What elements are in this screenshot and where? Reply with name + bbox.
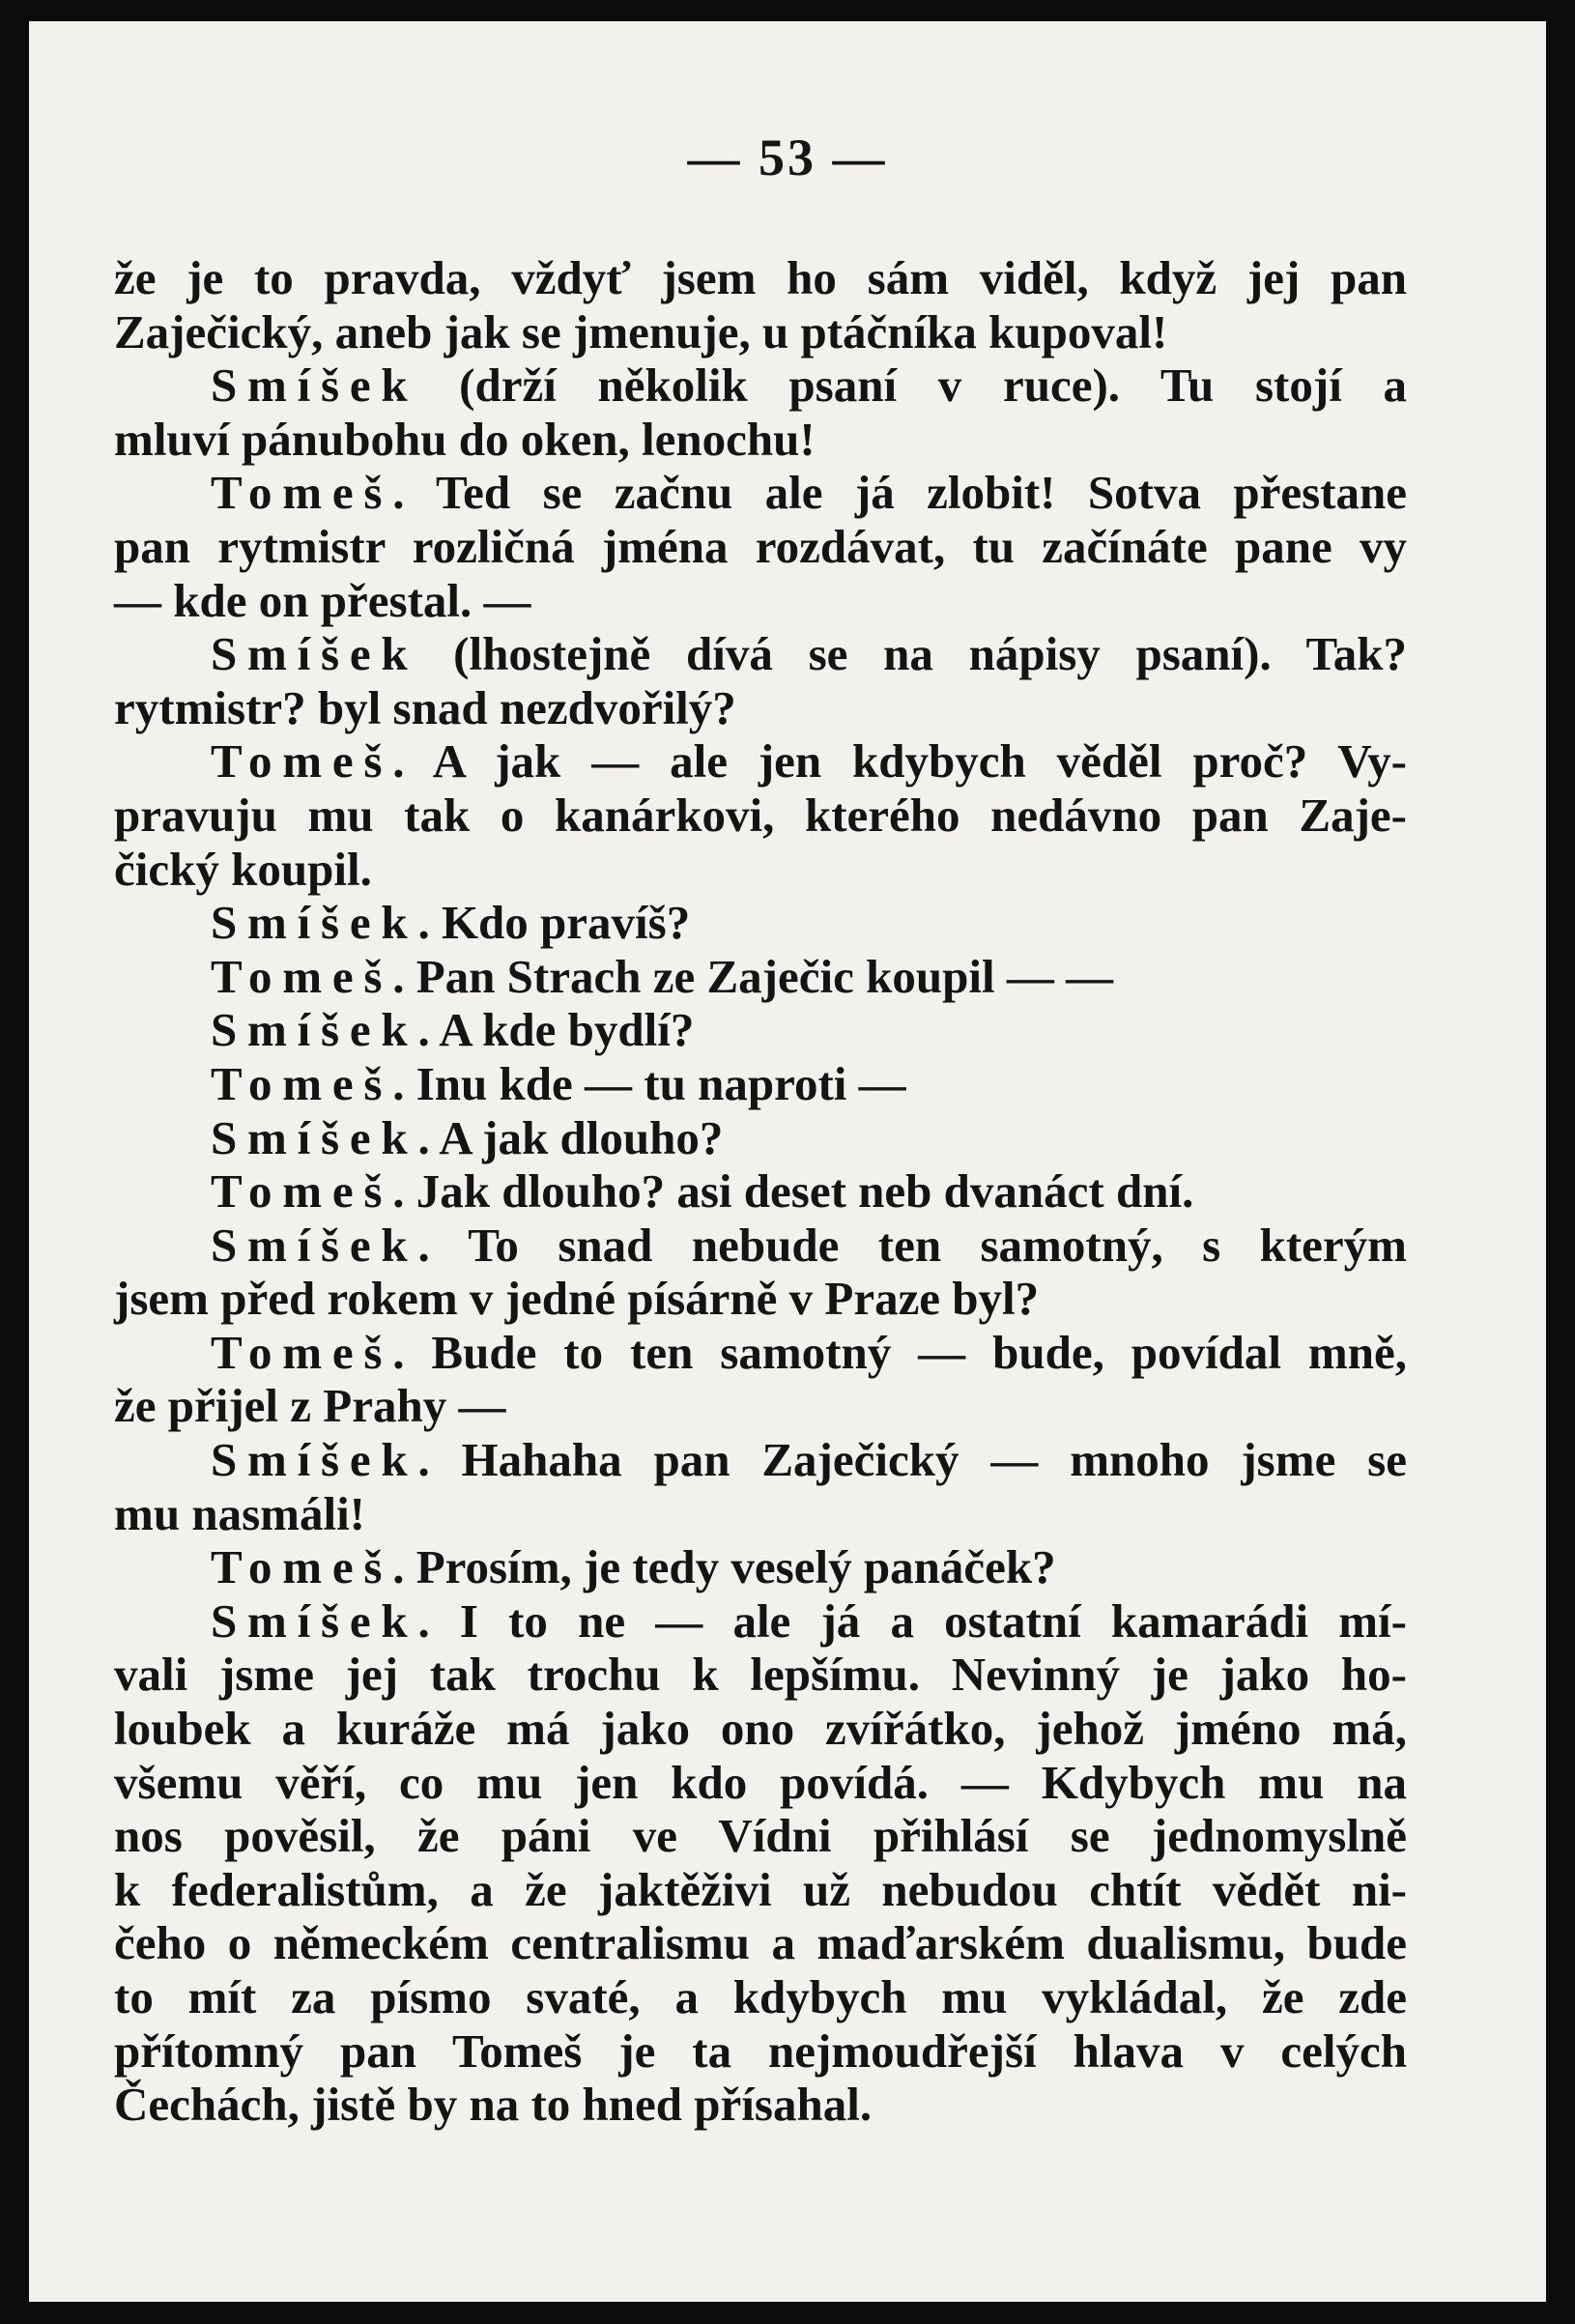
text-line	[114, 305, 1407, 359]
text-line	[114, 1057, 1407, 1111]
text-line	[114, 1540, 1407, 1594]
line-text: k federalistům, a že jaktěživi už nebudou chtít vědět ni-	[114, 1862, 1407, 1916]
speaker-name: Tomeš	[211, 466, 393, 520]
text-line	[114, 1433, 1407, 1487]
line-text: . Prosím, je tedy veselý panáček?	[392, 1540, 1056, 1594]
line-text: jsem před rokem v jedné písárně v Praze byl?	[114, 1272, 1040, 1326]
text-line	[114, 520, 1407, 574]
text-line	[114, 1272, 1407, 1326]
line-text: — kde on přestal. —	[114, 573, 531, 627]
page-number: — 53 —	[687, 129, 888, 186]
text-line	[114, 1970, 1407, 2024]
text-line	[114, 1702, 1407, 1756]
line-text: čický koupil.	[114, 842, 372, 896]
text-line	[114, 574, 1407, 628]
line-text: čeho o německém centralismu a maďarském dualismu, bude	[114, 1916, 1407, 1970]
text-line	[114, 950, 1407, 1004]
line-text: mu nasmáli!	[114, 1486, 366, 1540]
line-text: . A jak dlouho?	[417, 1110, 724, 1164]
line-text: přítomný pan Tomeš je ta nejmoudřejší hlava v celých	[114, 2023, 1407, 2078]
text-line	[114, 359, 1407, 413]
line-text: že je to pravda, vždyť jsem ho sám viděl, když jej pan	[114, 251, 1407, 304]
text-line	[114, 1003, 1407, 1057]
line-text: (lhostejně dívá se na nápisy psaní). Tak?	[417, 627, 1407, 681]
text-line	[114, 1648, 1407, 1702]
body-text	[114, 251, 1407, 2132]
text-line	[114, 1111, 1407, 1165]
book-page	[29, 21, 1546, 2302]
line-text: všemu věří, co mu jen kdo povídá. — Kdybych mu na	[114, 1755, 1407, 1809]
text-line	[114, 681, 1407, 735]
speaker-name: Smíšek	[211, 1433, 418, 1487]
text-line	[114, 1164, 1407, 1219]
text-line	[114, 843, 1407, 897]
line-text: . I to ne — ale já a ostatní kamarádi mí-	[417, 1593, 1407, 1648]
text-line	[114, 1863, 1407, 1917]
line-text: (drží několik psaní v ruce). Tu stojí a	[417, 359, 1407, 413]
speaker-name: Tomeš	[211, 1325, 393, 1379]
speaker-name: Tomeš	[211, 949, 393, 1003]
text-line	[114, 1916, 1407, 1970]
line-text: mluví pánubohu do oken, lenochu!	[114, 412, 816, 466]
text-line	[114, 789, 1407, 843]
line-text: pravuju mu tak o kanárkovi, kterého nedávno pan Zaje-	[114, 788, 1407, 842]
line-text: . Hahaha pan Zaječický — mnoho jsme se	[417, 1433, 1407, 1487]
line-text: to mít za písmo svaté, a kdybych mu vykládal, že zde	[114, 1970, 1407, 2023]
line-text: nos pověsil, že páni ve Vídni přihlásí se jednomyslně	[114, 1809, 1407, 1863]
line-text: . To snad nebude ten samotný, s kterým	[417, 1218, 1407, 1272]
text-line	[114, 1219, 1407, 1273]
line-text: rytmistr? byl snad nezdvořilý?	[114, 680, 736, 734]
line-text: . Pan Strach ze Zaječic koupil — —	[392, 949, 1114, 1003]
line-text: . A kde bydlí?	[417, 1003, 695, 1057]
line-text: . Ted se začnu ale já zlobit! Sotva přestane	[392, 466, 1407, 520]
line-text: pan rytmistr rozličná jména rozdávat, tu začínáte pane vy	[114, 519, 1407, 573]
speaker-name: Smíšek	[211, 627, 418, 681]
text-line	[114, 2078, 1407, 2132]
text-line	[114, 1756, 1407, 1810]
speaker-name: Smíšek	[211, 359, 418, 413]
text-line	[114, 1326, 1407, 1380]
line-text: . Bude to ten samotný — bude, povídal mně,	[392, 1325, 1407, 1379]
text-line	[114, 2024, 1407, 2079]
speaker-name: Smíšek	[211, 1110, 418, 1164]
line-text: . Jak dlouho? asi deset neb dvanáct dní.	[392, 1164, 1194, 1219]
text-line	[114, 1594, 1407, 1649]
text-line	[114, 627, 1407, 681]
speaker-name: Tomeš	[211, 1056, 393, 1110]
line-text: . Inu kde — tu naproti —	[392, 1056, 906, 1110]
text-line	[114, 1487, 1407, 1541]
text-line	[114, 466, 1407, 520]
speaker-name: Smíšek	[211, 1593, 418, 1648]
text-line	[114, 1379, 1407, 1433]
line-text: loubek a kuráže má jako ono zvířátko, jehož jméno má,	[114, 1702, 1407, 1756]
speaker-name: Tomeš	[211, 1540, 393, 1594]
text-line	[114, 1809, 1407, 1863]
speaker-name: Tomeš	[211, 1164, 393, 1219]
speaker-name: Smíšek	[211, 1218, 418, 1272]
speaker-name: Smíšek	[211, 896, 418, 950]
line-text: Čechách, jistě by na to hned přísahal.	[114, 2078, 873, 2132]
speaker-name: Tomeš	[211, 734, 393, 789]
text-line	[114, 413, 1407, 467]
line-text: vali jsme jej tak trochu k lepšímu. Nevinný je jako ho-	[114, 1648, 1407, 1702]
text-line	[114, 251, 1407, 305]
line-text: Zaječický, aneb jak se jmenuje, u ptáčníka kupoval!	[114, 304, 1168, 359]
line-text: . A jak — ale jen kdybych věděl proč? Vy-	[392, 734, 1407, 789]
text-line	[114, 734, 1407, 789]
speaker-name: Smíšek	[211, 1003, 418, 1057]
text-line	[114, 896, 1407, 950]
line-text: . Kdo pravíš?	[417, 896, 691, 950]
line-text: že přijel z Prahy —	[114, 1379, 506, 1433]
